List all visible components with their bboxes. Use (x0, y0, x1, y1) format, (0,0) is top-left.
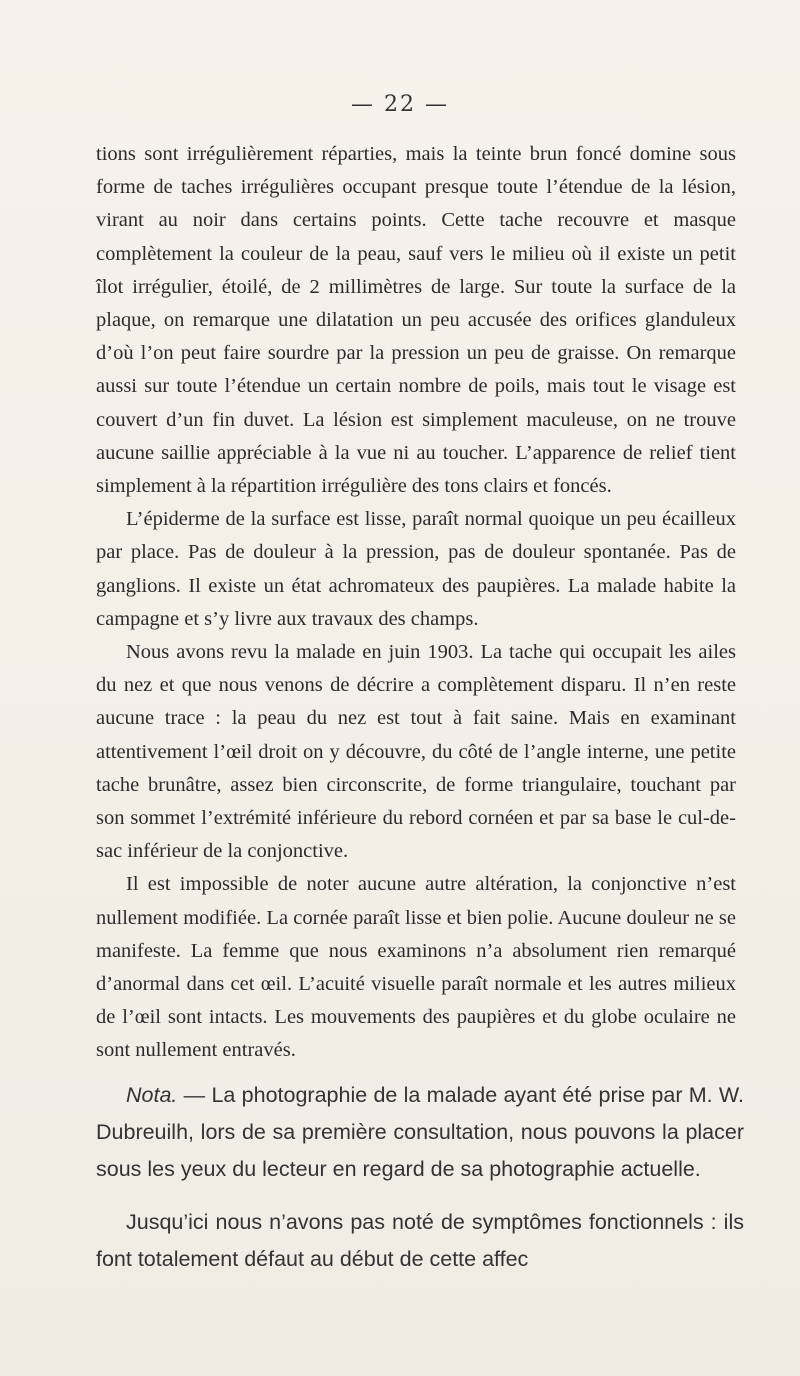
note-text: — La photographie de la malade ayant été prise par M. W. Dubreuilh, lors de sa première consultation, nous pouvons la placer sous les yeux du lecteur en regard de sa photographie actuelle. (96, 1083, 744, 1181)
note-paragraph (96, 1077, 744, 1188)
paragraph-1: tions sont irrégulièrement réparties, mais la teinte brun foncé domine sous forme de taches irrégulières occupant presque toute l’étendue de la lésion, virant au noir dans certains points. Cette tache recouvre et masque complètement la couleur de la peau, sauf vers le milieu où il existe un petit îlot irrégulier, étoilé, de 2 millimètres de large. Sur toute la surface de la plaque, on remarque une dilatation un peu accusée des orifices glanduleux d’où l’on peut faire sourdre par la pression un peu de graisse. On remarque aussi sur toute l’étendue un certain nombre de poils, mais tout le visage est couvert d’un fin duvet. La lésion est simplement maculeuse, on ne trouve aucune saillie appréciable à la vue ni au toucher. L’apparence de relief tient simplement à la répartition irrégulière des tons clairs et foncés. (96, 143, 736, 498)
page-number: — 22 — (351, 92, 449, 117)
paragraph-2: L’épiderme de la surface est lisse, paraît normal quoique un peu écailleux par place. Pas de douleur à la pression, pas de douleur spontanée. Pas de ganglions. Il existe un état achromateux des paupières. La malade habite la campagne et s’y livre aux travaux des champs. (96, 508, 736, 630)
main-text (96, 138, 736, 1068)
note-block (96, 1077, 744, 1278)
paragraph-3: Nous avons revu la malade en juin 1903. La tache qui occupait les ailes du nez et que nous venons de décrire a complètement disparu. Il n’en reste aucune trace : la peau du nez est tout à fait saine. Mais en examinant attentivement l’œil droit on y découvre, du côté de l’angle interne, une petite tache brunâtre, assez bien circonscrite, de forme triangulaire, touchant par son sommet l’extrémité inférieure du rebord cornéen et par sa base le cul-de-sac inférieur de la conjonctive. (96, 641, 736, 863)
note-label: Nota. (126, 1083, 178, 1107)
paragraph-4: Il est impossible de noter aucune autre altération, la conjonctive n’est nullement modifiée. La cornée paraît lisse et bien polie. Aucune douleur ne se manifeste. La femme que nous examinons n’a absolument rien remarqué d’anormal dans cet œil. L’acuité visuelle paraît normale et les autres milieux de l’œil sont intacts. Les mouvements des paupières et du globe oculaire ne sont nullement entravés. (96, 873, 736, 1062)
note-paragraph-2: Jusqu’ici nous n’avons pas noté de symptômes fonctionnels : ils font totalement défaut au début de cette affec (96, 1210, 744, 1271)
